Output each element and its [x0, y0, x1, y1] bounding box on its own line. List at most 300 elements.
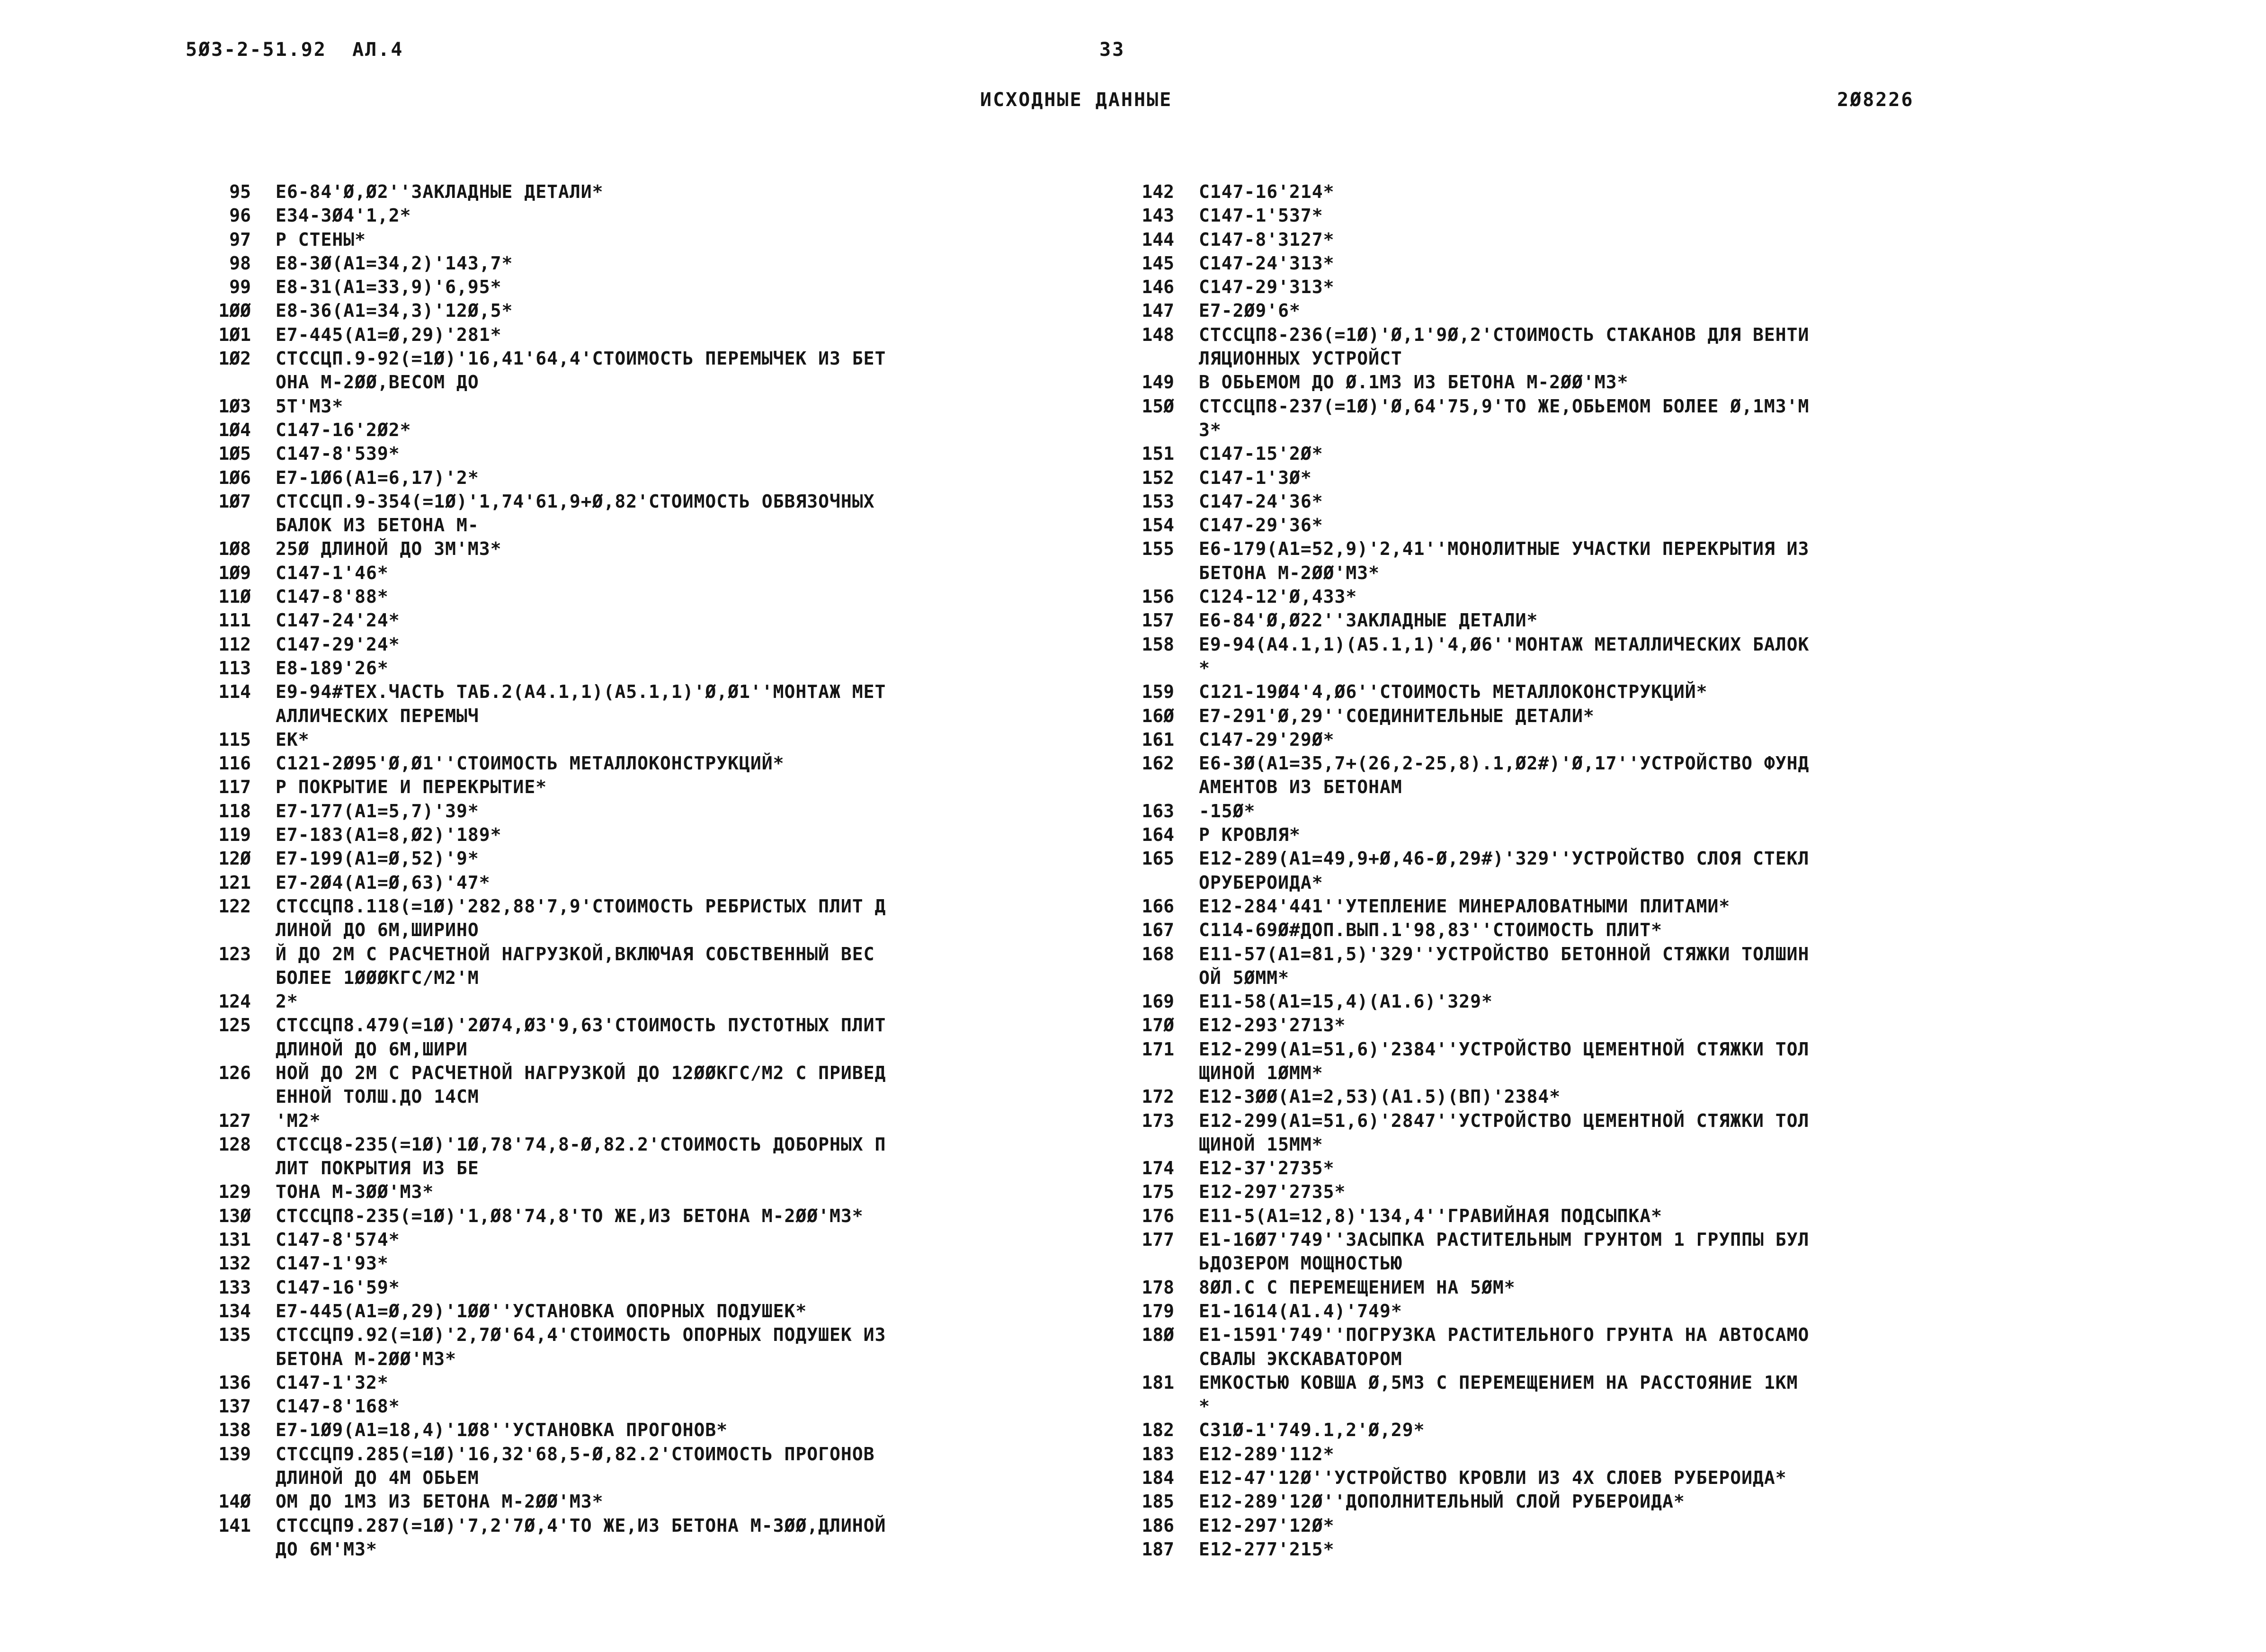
listing-line [1084, 1061, 1809, 1085]
line-text: Е6-84'Ø,Ø22''ЗАКЛАДНЫЕ ДЕТАЛИ* [1199, 610, 1538, 631]
line-number: 153 [1142, 491, 1174, 512]
listing-line [161, 799, 886, 823]
listing-line [161, 704, 886, 728]
line-text: Е9-94#ТЕХ.ЧАСТЬ ТАБ.2(А4.1,1)(А5.1,1)'Ø,Ø1''МОНТАЖ МЕТ [276, 681, 886, 703]
line-text: ЩИНОЙ 1ØММ* [1199, 1062, 1323, 1083]
line-text: Е12-3ØØ(А1=2,53)(А1.5)(ВП)'2384* [1199, 1086, 1561, 1107]
line-text: Е8-3Ø(А1=34,2)'143,7* [276, 252, 513, 274]
line-text: Е12-293'2713* [1199, 1015, 1346, 1036]
line-text: ДЛИНОЙ ДО 6М,ШИРИ [276, 1038, 468, 1060]
line-number: 179 [1142, 1300, 1174, 1322]
line-number: 119 [218, 824, 251, 846]
listing-line [1084, 871, 1809, 894]
line-text: 8ØЛ.С С ПЕРЕМЕЩЕНИЕМ НА 5ØМ* [1199, 1277, 1516, 1298]
listing-line [161, 442, 886, 465]
line-text: Р СТЕНЫ* [276, 229, 366, 250]
listing-line [1084, 704, 1809, 728]
listing-line [1084, 1537, 1809, 1561]
line-number: 166 [1142, 895, 1174, 917]
listing-line [161, 299, 886, 322]
line-text: СТССЦП8-237(=1Ø)'Ø,64'75,9'ТО ЖЕ,ОБЬЕМОМ БОЛЕЕ Ø,1М3'М [1199, 395, 1810, 417]
line-text: Е1-1614(А1.4)'749* [1199, 1300, 1402, 1322]
line-text: Е7-1Ø9(А1=18,4)'1Ø8''УСТАНОВКА ПРОГОНОВ* [276, 1420, 728, 1441]
listing-line [161, 680, 886, 704]
listing-line [161, 466, 886, 490]
line-text: ЕМКОСТЬЮ КОВША Ø,5М3 С ПЕРЕМЕЩЕНИЕМ НА РАССТОЯНИЕ 1КМ [1199, 1372, 1798, 1393]
line-number [1084, 561, 1199, 585]
line-number: 176 [1142, 1205, 1174, 1226]
listing-line [1084, 823, 1809, 847]
listing-line [161, 1061, 886, 1085]
line-text: С121-2Ø95'Ø,Ø1''СТОИМОСТЬ МЕТАЛЛОКОНСТРУКЦИЙ* [276, 753, 785, 774]
listing-line [1084, 1323, 1809, 1347]
listing-line [1084, 751, 1809, 775]
line-number [161, 1037, 276, 1061]
line-text: Е7-291'Ø,29''СОЕДИНИТЕЛЬНЫЕ ДЕТАЛИ* [1199, 705, 1595, 726]
line-text: С147-8'88* [276, 586, 389, 607]
listing-line [161, 1037, 886, 1061]
line-number: 1ØØ [218, 300, 251, 321]
line-text: -15Ø* [1199, 800, 1256, 822]
listing-line [1084, 1251, 1809, 1275]
line-number: 136 [218, 1372, 251, 1393]
line-number [1084, 966, 1199, 990]
line-number: 151 [1142, 443, 1174, 464]
listing-line [161, 608, 886, 632]
line-number: 123 [218, 943, 251, 964]
listing-line [161, 1156, 886, 1180]
listing-line [161, 204, 886, 227]
line-text: Е11-5(А1=12,8)'134,4''ГРАВИЙНАЯ ПОДСЫПКА* [1199, 1205, 1662, 1226]
line-number: 16Ø [1142, 705, 1174, 726]
line-number: 172 [1142, 1086, 1174, 1107]
line-number: 149 [1142, 372, 1174, 393]
right-column [1084, 180, 1809, 1561]
listing-line [161, 1276, 886, 1299]
listing-line [161, 513, 886, 537]
line-number: 111 [218, 610, 251, 631]
line-number: 155 [1142, 538, 1174, 560]
listing-line [1084, 1394, 1809, 1418]
line-number: 178 [1142, 1277, 1174, 1298]
line-number: 135 [218, 1324, 251, 1346]
listing-line [1084, 633, 1809, 656]
listing-line [161, 1347, 886, 1371]
line-text: Е12-37'2735* [1199, 1158, 1335, 1179]
line-text: АМЕНТОВ ИЗ БЕТОНАМ [1199, 777, 1402, 798]
line-number: 131 [218, 1229, 251, 1250]
line-number: 157 [1142, 610, 1174, 631]
line-text: С147-1'32* [276, 1372, 389, 1393]
listing-line [1084, 204, 1809, 227]
line-text: С147-24'36* [1199, 491, 1323, 512]
line-text: С147-29'24* [276, 634, 400, 655]
line-number: 17Ø [1142, 1015, 1174, 1036]
line-number: 161 [1142, 729, 1174, 750]
line-text: 3* [1199, 419, 1222, 440]
line-number [161, 370, 276, 394]
listing-line [1084, 799, 1809, 823]
listing-line [161, 418, 886, 442]
line-text: ЩИНОЙ 15ММ* [1199, 1134, 1323, 1155]
page-title: ИСХОДНЫЕ ДАННЫЕ [980, 89, 1173, 111]
listing-line [1084, 537, 1809, 561]
listing-line [161, 1251, 886, 1275]
line-number [1084, 775, 1199, 799]
line-text: СТССЦП8-236(=1Ø)'Ø,1'9Ø,2'СТОИМОСТЬ СТАКАНОВ ДЛЯ ВЕНТИ [1199, 324, 1810, 345]
line-text: С147-16'214* [1199, 181, 1335, 202]
line-text: С147-29'29Ø* [1199, 729, 1335, 750]
line-number: 127 [218, 1110, 251, 1131]
line-number: 1Ø9 [218, 562, 251, 583]
line-text: С124-12'Ø,433* [1199, 586, 1357, 607]
listing-line [1084, 847, 1809, 870]
doc-code: 5Ø3-2-51.92 АЛ.4 [186, 39, 404, 61]
line-text: Е34-3Ø4'1,2* [276, 205, 411, 226]
listing-line [161, 1204, 886, 1228]
line-text: 'М2* [276, 1110, 321, 1131]
listing-line [1084, 370, 1809, 394]
listing-line [161, 585, 886, 608]
line-text: Е7-445(А1=Ø,29)'1ØØ''УСТАНОВКА ОПОРНЫХ ПОДУШЕК* [276, 1300, 807, 1322]
listing-line [161, 1013, 886, 1037]
listing-line [1084, 1418, 1809, 1442]
line-number: 126 [218, 1062, 251, 1083]
listing-line [1084, 1013, 1809, 1037]
line-text: ОЙ 5ØММ* [1199, 967, 1290, 988]
line-text: СТССЦП8.479(=1Ø)'2Ø74,Ø3'9,63'СТОИМОСТЬ ПУСТОТНЫХ ПЛИТ [276, 1015, 886, 1036]
listing-line [1084, 680, 1809, 704]
line-text: Е7-183(А1=8,Ø2)'189* [276, 824, 502, 846]
line-text: НОЙ ДО 2М С РАСЧЕТНОЙ НАГРУЗКОЙ ДО 12ØØКГС/М2 С ПРИВЕД [276, 1062, 886, 1083]
listing-line [1084, 1514, 1809, 1537]
line-number [1084, 656, 1199, 680]
line-number: 175 [1142, 1181, 1174, 1203]
listing-line [161, 1490, 886, 1513]
line-number: 147 [1142, 300, 1174, 321]
listing-line [161, 894, 886, 918]
listing-line [1084, 608, 1809, 632]
line-text: СТССЦП9.285(=1Ø)'16,32'68,5-Ø,82.2'СТОИМОСТЬ ПРОГОНОВ [276, 1443, 875, 1464]
line-number: 184 [1142, 1467, 1174, 1489]
line-number [161, 1347, 276, 1371]
line-text: СТССЦП.9-354(=1Ø)'1,74'61,9+Ø,82'СТОИМОСТЬ ОБВЯЗОЧНЫХ [276, 491, 875, 512]
line-number [1084, 871, 1199, 894]
listing-line [1084, 228, 1809, 251]
listing-line [161, 728, 886, 751]
listing-line [161, 871, 886, 894]
listing-line [1084, 894, 1809, 918]
line-number [1084, 347, 1199, 370]
listing-line [1084, 1109, 1809, 1133]
line-text: С147-15'2Ø* [1199, 443, 1323, 464]
line-number: 173 [1142, 1110, 1174, 1131]
listing-line [1084, 990, 1809, 1013]
line-number: 113 [218, 657, 251, 679]
line-number [161, 1537, 276, 1561]
line-number: 1Ø1 [218, 324, 251, 345]
listing-line [1084, 1085, 1809, 1108]
listing-line [161, 394, 886, 418]
listing-line [1084, 728, 1809, 751]
line-text: Е11-57(А1=81,5)'329''УСТРОЙСТВО БЕТОННОЙ СТЯЖКИ ТОЛШИН [1199, 943, 1810, 964]
line-text: Е7-2Ø9'6* [1199, 300, 1301, 321]
listing-line [161, 537, 886, 561]
listing-line [161, 1514, 886, 1537]
listing-line [1084, 585, 1809, 608]
line-number: 1Ø4 [218, 419, 251, 440]
listing-line [1084, 1299, 1809, 1323]
listing-line [1084, 942, 1809, 966]
line-number [161, 918, 276, 942]
listing-line [1084, 1276, 1809, 1299]
line-number: 132 [218, 1253, 251, 1274]
listing-line [161, 1442, 886, 1466]
line-number: 164 [1142, 824, 1174, 846]
line-number: 116 [218, 753, 251, 774]
line-number [161, 1156, 276, 1180]
listing-line [161, 370, 886, 394]
listing-line [1084, 1466, 1809, 1490]
line-text: С147-16'59* [276, 1277, 400, 1298]
doc-id: 2Ø8226 [1837, 89, 1914, 111]
left-column [161, 180, 886, 1561]
listing-line [161, 990, 886, 1013]
line-number: 187 [1142, 1538, 1174, 1560]
line-number: 182 [1142, 1420, 1174, 1441]
line-number: 1Ø3 [218, 395, 251, 417]
line-text: С147-29'36* [1199, 515, 1323, 536]
listing-line [161, 942, 886, 966]
line-text: Е8-31(А1=33,9)'6,95* [276, 277, 502, 298]
listing-line [1084, 442, 1809, 465]
line-text: С147-8'3127* [1199, 229, 1335, 250]
listing-line [161, 1371, 886, 1394]
line-number: 139 [218, 1443, 251, 1464]
line-number: 133 [218, 1277, 251, 1298]
line-number: 159 [1142, 681, 1174, 703]
line-text: В ОБЬЕМОМ ДО Ø.1М3 ИЗ БЕТОНА М-2ØØ'М3* [1199, 372, 1629, 393]
line-text: Е12-277'215* [1199, 1538, 1335, 1560]
listing-line [161, 633, 886, 656]
line-number [1084, 1394, 1199, 1418]
listing-line [161, 561, 886, 585]
line-text: СТССЦП8.118(=1Ø)'282,88'7,9'СТОИМОСТЬ РЕБРИСТЫХ ПЛИТ Д [276, 895, 886, 917]
listing-line [161, 347, 886, 370]
line-number: 121 [218, 872, 251, 893]
line-number: 142 [1142, 181, 1174, 202]
line-text: СТССЦ8-235(=1Ø)'1Ø,78'74,8-Ø,82.2'СТОИМОСТЬ ДОБОРНЫХ П [276, 1134, 886, 1155]
line-number: 128 [218, 1134, 251, 1155]
line-text: Е9-94(А4.1,1)(А5.1,1)'4,Ø6''МОНТАЖ МЕТАЛЛИЧЕСКИХ БАЛОК [1199, 634, 1810, 655]
line-text: Е7-1Ø6(А1=6,17)'2* [276, 467, 479, 488]
listing-line [1084, 1133, 1809, 1156]
line-number: 158 [1142, 634, 1174, 655]
line-number: 18Ø [1142, 1324, 1174, 1346]
listing-line [1084, 323, 1809, 347]
listing-line [161, 1180, 886, 1204]
listing-line [161, 1466, 886, 1490]
line-text: ЬДОЗЕРОМ МОЩНОСТЬЮ [1199, 1253, 1402, 1274]
listing-line [1084, 251, 1809, 275]
line-number [161, 704, 276, 728]
line-text: ОРУБЕРОИДА* [1199, 872, 1323, 893]
line-number: 141 [218, 1515, 251, 1536]
line-number: 181 [1142, 1372, 1174, 1393]
line-text: АЛЛИЧЕСКИХ ПЕРЕМЫЧ [276, 705, 479, 726]
line-text: Й ДО 2М С РАСЧЕТНОЙ НАГРУЗКОЙ,ВКЛЮЧАЯ СОБСТВЕННЫЙ ВЕС [276, 943, 875, 964]
line-number: 99 [229, 277, 251, 298]
line-number: 11Ø [218, 586, 251, 607]
listing-line [161, 228, 886, 251]
listing-line [161, 1228, 886, 1251]
line-text: С114-69Ø#ДОП.ВЫП.1'98,83''СТОИМОСТЬ ПЛИТ* [1199, 920, 1662, 941]
line-text: БЕТОНА М-2ØØ'М3* [276, 1348, 457, 1369]
listing-line [161, 275, 886, 299]
listing-line [1084, 394, 1809, 418]
line-number: 114 [218, 681, 251, 703]
listing-line [1084, 656, 1809, 680]
listing-line [1084, 1204, 1809, 1228]
line-text: ОНА М-2ØØ,ВЕСОМ ДО [276, 372, 479, 393]
line-number: 148 [1142, 324, 1174, 345]
line-text: Е6-84'Ø,Ø2''ЗАКЛАДНЫЕ ДЕТАЛИ* [276, 181, 604, 202]
line-text: Е6-179(А1=52,9)'2,41''МОНОЛИТНЫЕ УЧАСТКИ ПЕРЕКРЫТИЯ ИЗ [1199, 538, 1810, 560]
line-text: С147-1'93* [276, 1253, 389, 1274]
line-text: Е7-2Ø4(А1=Ø,63)'47* [276, 872, 491, 893]
listing-line [161, 1418, 886, 1442]
line-text: Е6-3Ø(А1=35,7+(26,2-25,8).1,Ø2#)'Ø,17''УСТРОЙСТВО ФУНД [1199, 753, 1810, 774]
line-number: 134 [218, 1300, 251, 1322]
line-number: 186 [1142, 1515, 1174, 1536]
line-text: С147-1'3Ø* [1199, 467, 1312, 488]
line-number: 163 [1142, 800, 1174, 822]
listing-line [161, 1394, 886, 1418]
line-number: 96 [229, 205, 251, 226]
line-text: С31Ø-1'749.1,2'Ø,29* [1199, 1420, 1425, 1441]
line-text: Е1-16Ø7'749''ЗАСЫПКА РАСТИТЕЛЬНЫМ ГРУНТОМ 1 ГРУППЫ БУЛ [1199, 1229, 1810, 1250]
listing-line [161, 323, 886, 347]
listing-line [1084, 775, 1809, 799]
line-text: Е1-1591'749''ПОГРУЗКА РАСТИТЕЛЬНОГО ГРУНТА НА АВТОСАМО [1199, 1324, 1810, 1346]
line-text: 25Ø ДЛИНОЙ ДО 3М'М3* [276, 538, 502, 560]
listing-line [1084, 275, 1809, 299]
line-number: 1Ø6 [218, 467, 251, 488]
line-text: Р ПОКРЫТИЕ И ПЕРЕКРЫТИЕ* [276, 777, 547, 798]
line-number: 122 [218, 895, 251, 917]
line-number [1084, 1061, 1199, 1085]
line-number: 171 [1142, 1038, 1174, 1060]
line-text: Е12-297'2735* [1199, 1181, 1346, 1203]
line-number: 117 [218, 777, 251, 798]
listing-line [161, 1085, 886, 1108]
line-number: 162 [1142, 753, 1174, 774]
line-number: 137 [218, 1396, 251, 1417]
listing-line [1084, 1180, 1809, 1204]
line-text: ТОНА М-3ØØ'М3* [276, 1181, 434, 1203]
line-text: Е12-47'12Ø''УСТРОЙСТВО КРОВЛИ ИЗ 4Х СЛОЕВ РУБЕРОИДА* [1199, 1467, 1787, 1489]
listing-line [1084, 918, 1809, 942]
line-number [1084, 1133, 1199, 1156]
listing-line [161, 1109, 886, 1133]
listing-line [1084, 966, 1809, 990]
line-text: ЕННОЙ ТОЛШ.ДО 14СМ [276, 1086, 479, 1107]
listing-line [1084, 1490, 1809, 1513]
line-number [1084, 1347, 1199, 1371]
line-text: Е7-177(А1=5,7)'39* [276, 800, 479, 822]
line-text: БЕТОНА М-2ØØ'М3* [1199, 562, 1380, 583]
line-text: ОМ ДО 1М3 ИЗ БЕТОНА М-2ØØ'М3* [276, 1491, 604, 1512]
line-text: СТССЦП9.287(=1Ø)'7,2'7Ø,4'ТО ЖЕ,ИЗ БЕТОНА М-3ØØ,ДЛИНОЙ [276, 1515, 886, 1536]
line-text: Е12-289'112* [1199, 1443, 1335, 1464]
line-number: 156 [1142, 586, 1174, 607]
line-text: С121-19Ø4'4,Ø6''СТОИМОСТЬ МЕТАЛЛОКОНСТРУКЦИЙ* [1199, 681, 1708, 703]
line-text: Е8-36(А1=34,3)'12Ø,5* [276, 300, 513, 321]
listing-line [161, 1323, 886, 1347]
line-text: Е12-299(А1=51,6)'2384''УСТРОЙСТВО ЦЕМЕНТНОЙ СТЯЖКИ ТОЛ [1199, 1038, 1810, 1060]
listing-line [1084, 490, 1809, 513]
line-text: ДО 6М'М3* [276, 1538, 377, 1560]
line-number: 12Ø [218, 848, 251, 869]
line-text: Е12-289'12Ø''ДОПОЛНИТЕЛЬНЫЙ СЛОЙ РУБЕРОИДА* [1199, 1491, 1685, 1512]
listing-line [161, 1133, 886, 1156]
line-number: 1Ø8 [218, 538, 251, 560]
line-number: 167 [1142, 920, 1174, 941]
listing-line [1084, 1037, 1809, 1061]
listing-line [161, 656, 886, 680]
listing-line [161, 775, 886, 799]
line-text: 5Т'М3* [276, 395, 344, 417]
line-number: 154 [1142, 515, 1174, 536]
line-text: БОЛЕЕ 1ØØØКГС/М2'М [276, 967, 479, 988]
line-number: 183 [1142, 1443, 1174, 1464]
listing-line [1084, 418, 1809, 442]
line-text: С147-8'168* [276, 1396, 400, 1417]
line-number: 129 [218, 1181, 251, 1203]
line-number [161, 513, 276, 537]
line-text: БАЛОК ИЗ БЕТОНА М- [276, 515, 479, 536]
line-number [161, 1085, 276, 1108]
line-number [161, 1466, 276, 1490]
listing-line [161, 490, 886, 513]
line-text: * [1199, 657, 1210, 679]
listing-line [161, 847, 886, 870]
line-number: 112 [218, 634, 251, 655]
listing-line [1084, 513, 1809, 537]
line-number: 14Ø [218, 1491, 251, 1512]
line-number: 143 [1142, 205, 1174, 226]
line-number: 95 [229, 181, 251, 202]
line-text: Е7-199(А1=Ø,52)'9* [276, 848, 479, 869]
line-text: 2* [276, 991, 298, 1012]
line-text: Е12-297'12Ø* [1199, 1515, 1335, 1536]
line-number [1084, 1251, 1199, 1275]
listing-line [1084, 347, 1809, 370]
line-text: Р КРОВЛЯ* [1199, 824, 1301, 846]
line-text: С147-24'24* [276, 610, 400, 631]
line-text: ЛИНОЙ ДО 6М,ШИРИНО [276, 920, 479, 941]
page-number: 33 [1099, 39, 1125, 61]
line-number: 146 [1142, 277, 1174, 298]
listing-line [1084, 466, 1809, 490]
listing-line [1084, 180, 1809, 204]
line-number [161, 966, 276, 990]
line-number [1084, 418, 1199, 442]
line-text: СТССЦП8-235(=1Ø)'1,Ø8'74,8'ТО ЖЕ,ИЗ БЕТОНА М-2ØØ'М3* [276, 1205, 864, 1226]
listing-line [1084, 299, 1809, 322]
line-number: 174 [1142, 1158, 1174, 1179]
line-number: 1Ø7 [218, 491, 251, 512]
